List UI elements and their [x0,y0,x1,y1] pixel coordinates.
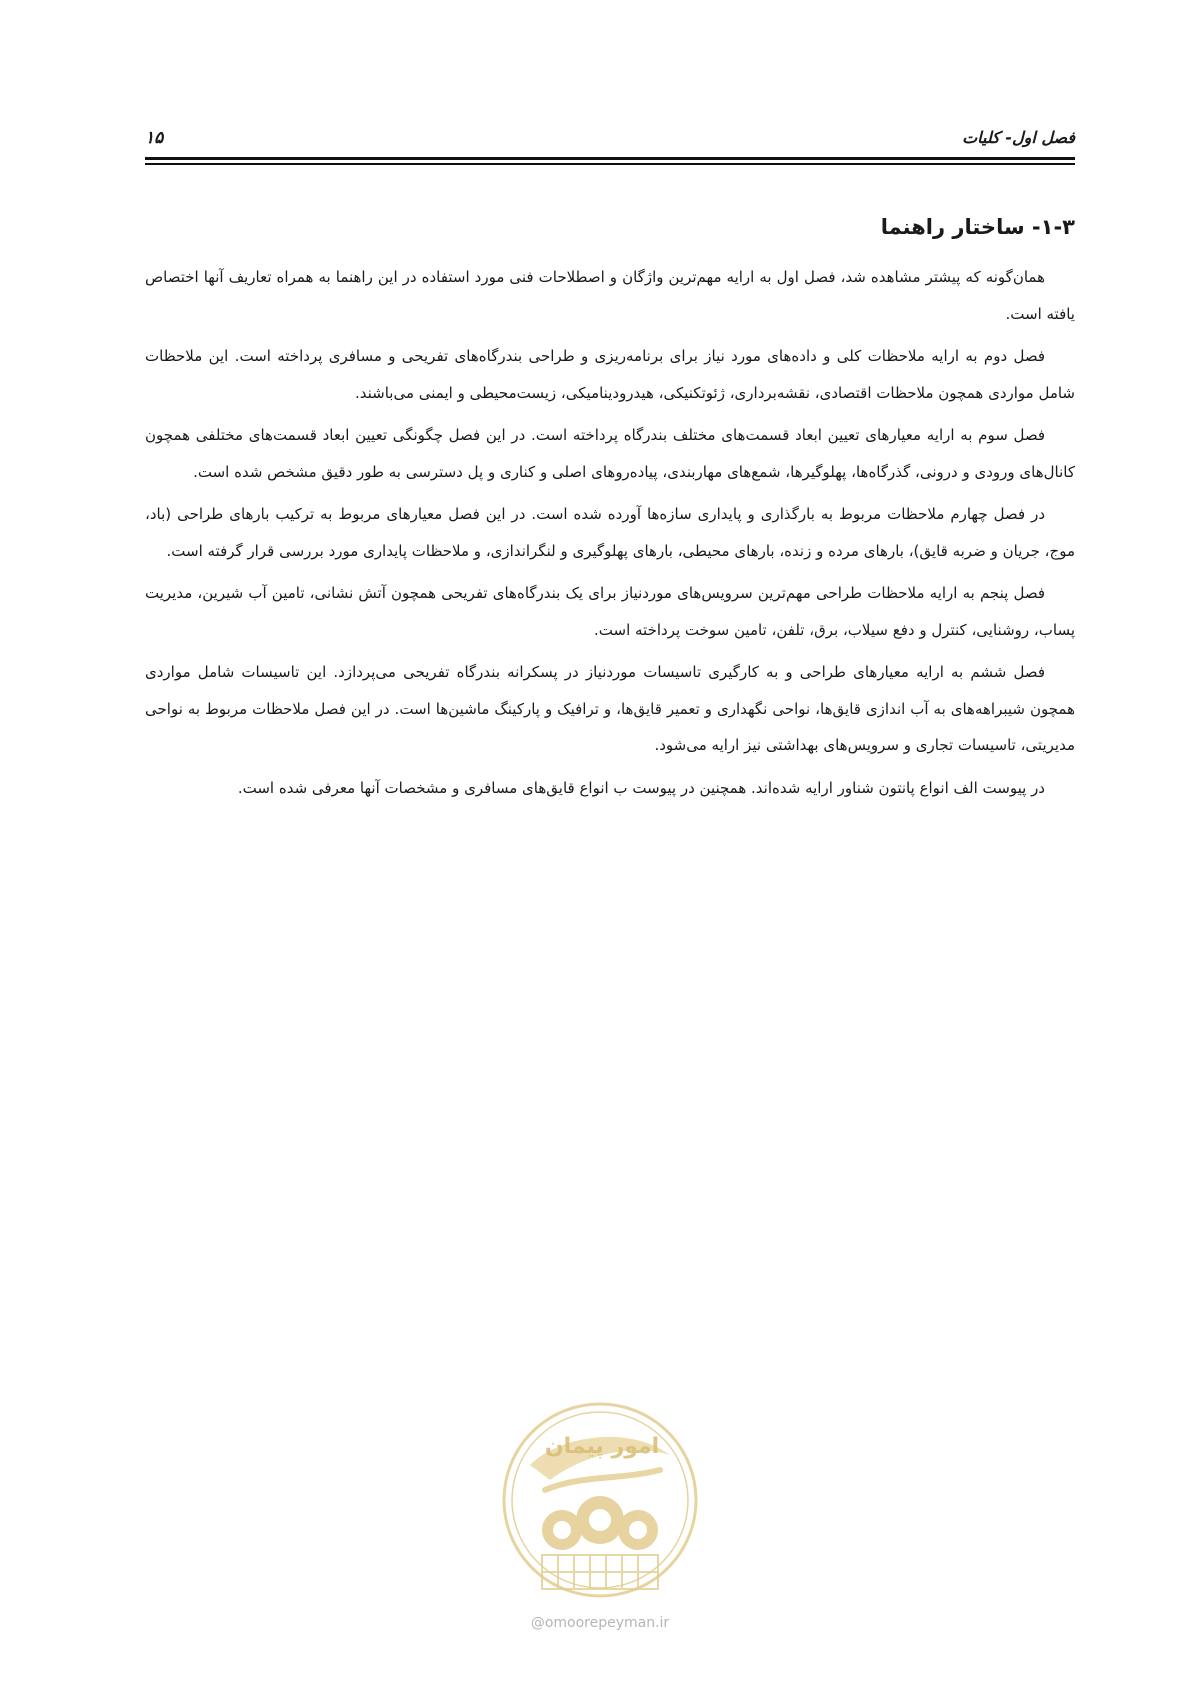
paragraph: در فصل چهارم ملاحظات مربوط به بارگذاری و پایداری سازه‌ها آورده شده است. در این فصل معیارهای مربوط به ترکیب بارهای طراحی (باد، موج، جریان و ضربه قایق)، بارهای مرده و زنده، بارهای محیطی، بارهای پهلوگیری و لنگراندازی، و ملاحظات پایداری مورد بررسی قرار گرفته است. [145,505,1075,560]
main-content [145,215,1075,812]
logo-text: امور پیمان [544,1434,660,1459]
page-number: ۱۵ [145,128,164,148]
chapter-title: فصل اول- کلیات [962,128,1075,147]
website-watermark: @omoorepeyman.ir [530,1615,670,1631]
paragraph: همان‌گونه که پیشتر مشاهده شد، فصل اول به ارایه مهم‌ترین واژگان و اصطلاحات فنی مورد استفاده در این راهنما به همراه تعاریف آنها اختصاص یافته است. [145,268,1075,323]
watermark-logo [490,1395,710,1650]
header-rule-thin [145,163,1075,165]
paragraph: فصل سوم به ارایه معیارهای تعیین ابعاد قسمت‌های مختلف بندرگاه پرداخته است. در این فصل چگونگی تعیین ابعاد قسمت‌های مختلفی همچون کانال‌های ورودی و درونی، گذرگاه‌ها، پهلوگیرها، شمع‌های مهاربندی، پیاده‌روهای اصلی و کناری و پل دسترسی به طور دقیق مشخص شده است. [145,426,1075,481]
section-heading: ۱-۳- ساختار راهنما [880,215,1075,239]
paragraph: فصل پنجم به ارایه ملاحظات طراحی مهم‌ترین سرویس‌های موردنیاز برای یک بندرگاه‌های تفریحی همچون آتش نشانی، تامین آب شیرین، مدیریت پساب، روشنایی، کنترل و دفع سیلاب، برق، تلفن، تامین سوخت پرداخته است. [145,584,1075,639]
seal-icon [490,1395,710,1610]
header-rule [145,157,1075,166]
paragraph: در پیوست الف انواع پانتون شناور ارایه شده‌اند. همچنین در پیوست ب انواع قایق‌های مسافری و مشخصات آنها معرفی شده است. [237,778,1045,797]
header-rule-thick [145,157,1075,160]
paragraph: فصل ششم به ارایه معیارهای طراحی و به کارگیری تاسیسات موردنیاز در پسکرانه بندرگاه تفریحی می‌پردازد. این تاسیسات شامل مواردی همچون شیبراهه‌های به آب اندازی قایق‌ها، نواحی نگهداری و تعمیر قایق‌ها، و ترافیک و پارکینگ ماشین‌ها است. در این فصل ملاحظات مربوط به نواحی مدیریتی، تاسیسات تجاری و سرویس‌های بهداشتی نیز ارایه می‌شود. [145,663,1075,754]
paragraph: فصل دوم به ارایه ملاحظات کلی و داده‌های مورد نیاز برای برنامه‌ریزی و طراحی بندرگاه‌های تفریحی و مسافری پرداخته است. این ملاحظات شامل مواردی همچون ملاحظات اقتصادی، نقشه‌برداری، ژئوتکنیکی، هیدرودینامیکی، زیست‌محیطی و ایمنی می‌باشند. [145,347,1075,402]
page-header [145,128,1075,156]
